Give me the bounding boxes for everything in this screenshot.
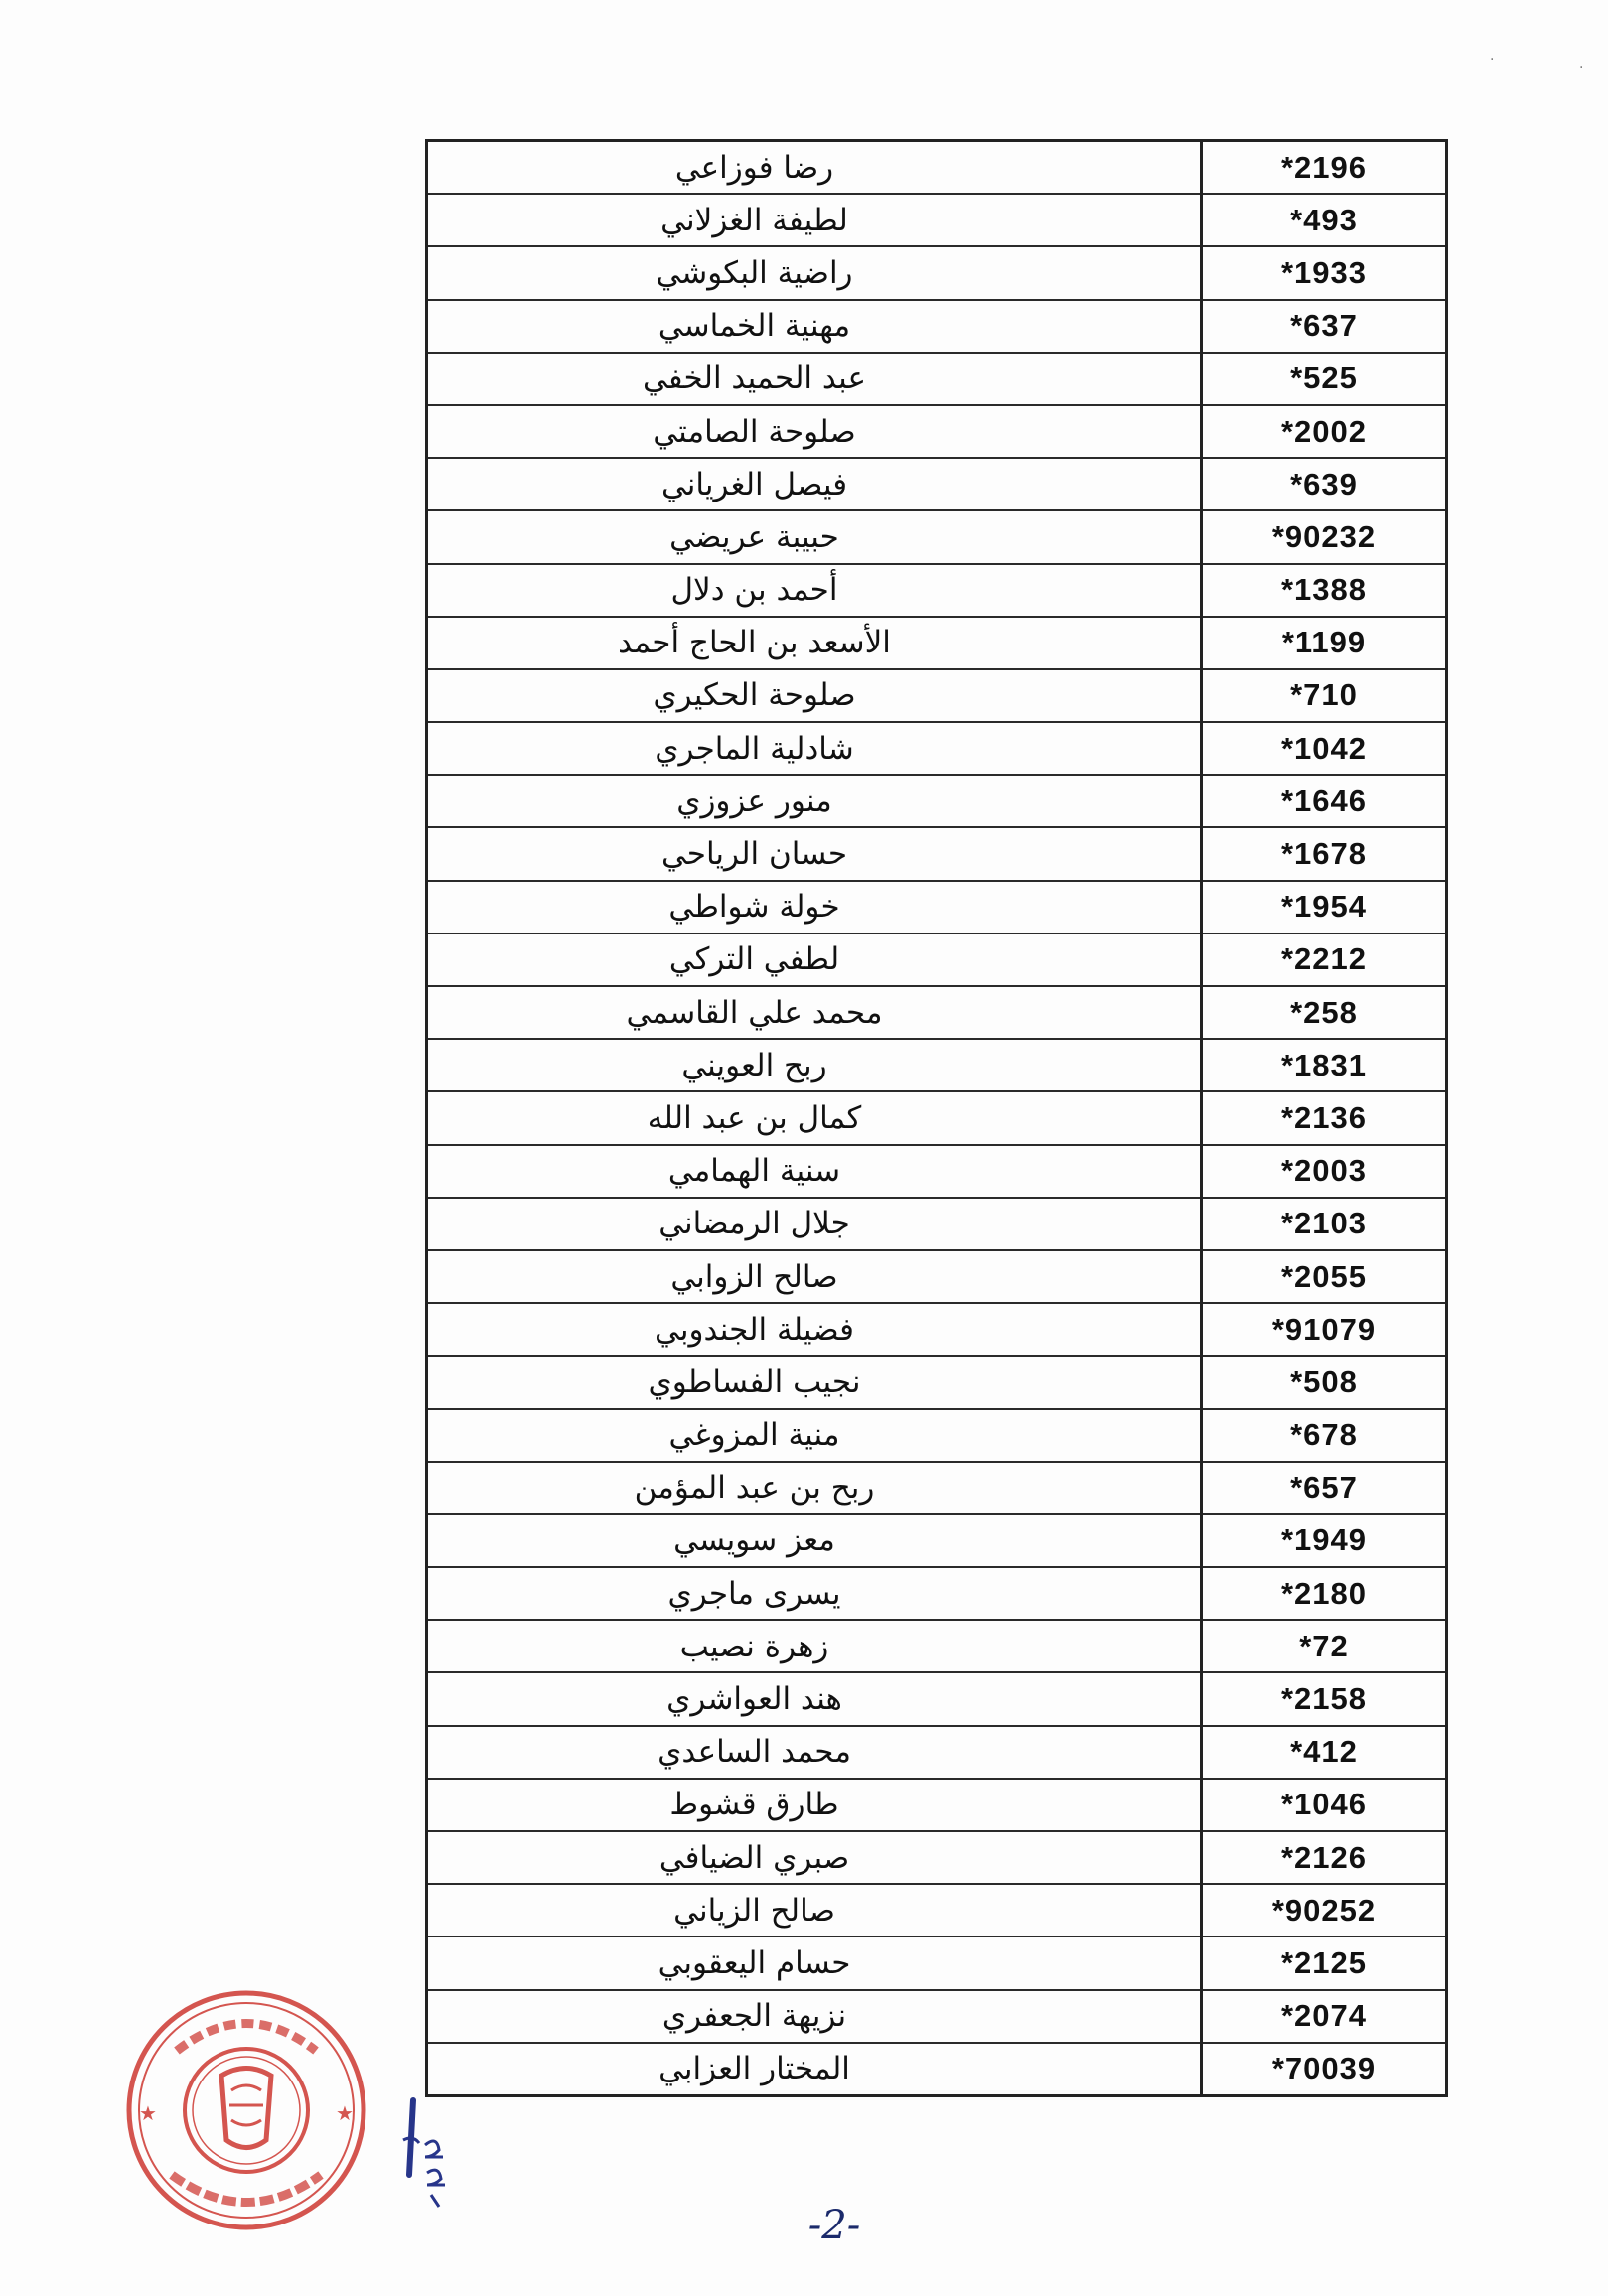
employee-code: *1949 xyxy=(1202,1514,1447,1567)
table-row xyxy=(427,775,1447,827)
svg-text:★: ★ xyxy=(336,2101,354,2125)
employee-code: *508 xyxy=(1202,1356,1447,1408)
official-seal-icon xyxy=(117,1981,375,2239)
table-row xyxy=(427,194,1447,246)
employee-name: جلال الرمضاني xyxy=(427,1198,1202,1250)
page-number: -2- xyxy=(807,2203,861,2248)
employee-name: فضيلة الجندوبي xyxy=(427,1303,1202,1356)
employee-name: سنية الهمامي xyxy=(427,1145,1202,1198)
employee-name: منية المزوغي xyxy=(427,1409,1202,1462)
table-row xyxy=(427,617,1447,669)
employee-code: *525 xyxy=(1202,353,1447,405)
employee-code: *637 xyxy=(1202,300,1447,353)
employee-code: *1646 xyxy=(1202,775,1447,827)
employee-code: *1388 xyxy=(1202,564,1447,617)
table-row xyxy=(427,1620,1447,1672)
employee-code: *90232 xyxy=(1202,510,1447,563)
table-row xyxy=(427,1937,1447,1989)
table-row xyxy=(427,458,1447,510)
employee-name: هند العواشري xyxy=(427,1672,1202,1725)
table-row xyxy=(427,1990,1447,2043)
employee-code: *2196 xyxy=(1202,141,1447,195)
table-row xyxy=(427,1145,1447,1198)
employee-name: خولة شواطي xyxy=(427,881,1202,933)
roster-body xyxy=(427,141,1447,2096)
employee-name: منور عزوزي xyxy=(427,775,1202,827)
employee-name: لطيفة الغزلاني xyxy=(427,194,1202,246)
employee-code: *2055 xyxy=(1202,1250,1447,1303)
table-row xyxy=(427,510,1447,563)
employee-name: صلوحة الصامتي xyxy=(427,405,1202,458)
table-row xyxy=(427,669,1447,722)
table-row xyxy=(427,722,1447,775)
employee-name: صبري الضيافي xyxy=(427,1831,1202,1884)
employee-name: صالح الزياني xyxy=(427,1884,1202,1937)
table-row xyxy=(427,1091,1447,1144)
table-row xyxy=(427,986,1447,1039)
employee-name: محمد علي القاسمي xyxy=(427,986,1202,1039)
employee-code: *258 xyxy=(1202,986,1447,1039)
svg-text:★: ★ xyxy=(139,2101,157,2125)
table-row xyxy=(427,1462,1447,1514)
scan-speck: · xyxy=(1490,52,1495,68)
table-row xyxy=(427,2043,1447,2096)
employee-code: *639 xyxy=(1202,458,1447,510)
employee-code: *493 xyxy=(1202,194,1447,246)
employee-name: مهنية الخماسي xyxy=(427,300,1202,353)
employee-code: *678 xyxy=(1202,1409,1447,1462)
employee-code: *657 xyxy=(1202,1462,1447,1514)
employee-code: *2125 xyxy=(1202,1937,1447,1989)
table-row xyxy=(427,1303,1447,1356)
employee-code: *1933 xyxy=(1202,246,1447,299)
employee-name: أحمد بن دلال xyxy=(427,564,1202,617)
employee-code: *710 xyxy=(1202,669,1447,722)
employee-code: *2074 xyxy=(1202,1990,1447,2043)
table-row xyxy=(427,1726,1447,1779)
table-row xyxy=(427,1198,1447,1250)
table-row xyxy=(427,827,1447,880)
employee-code: *2002 xyxy=(1202,405,1447,458)
table-row xyxy=(427,1567,1447,1620)
table-row xyxy=(427,141,1447,195)
table-row xyxy=(427,1356,1447,1408)
employee-code: *1199 xyxy=(1202,617,1447,669)
table-row xyxy=(427,1884,1447,1937)
employee-name: فيصل الغرياني xyxy=(427,458,1202,510)
employee-code: *72 xyxy=(1202,1620,1447,1672)
employee-code: *1831 xyxy=(1202,1039,1447,1091)
employee-code: *2180 xyxy=(1202,1567,1447,1620)
employee-name: حسام اليعقوبي xyxy=(427,1937,1202,1989)
employee-code: *70039 xyxy=(1202,2043,1447,2096)
table-row xyxy=(427,933,1447,986)
table-row xyxy=(427,881,1447,933)
employee-code: *2136 xyxy=(1202,1091,1447,1144)
employee-name: حسان الرياحي xyxy=(427,827,1202,880)
employee-name: المختار العزابي xyxy=(427,2043,1202,2096)
employee-code: *2158 xyxy=(1202,1672,1447,1725)
employee-name: الأسعد بن الحاج أحمد xyxy=(427,617,1202,669)
table-row xyxy=(427,353,1447,405)
table-row xyxy=(427,300,1447,353)
table-row xyxy=(427,1409,1447,1462)
employee-name: يسرى ماجري xyxy=(427,1567,1202,1620)
table-row xyxy=(427,1779,1447,1831)
employee-code: *90252 xyxy=(1202,1884,1447,1937)
employee-code: *2212 xyxy=(1202,933,1447,986)
employee-code: *2126 xyxy=(1202,1831,1447,1884)
employee-name: راضية البكوشي xyxy=(427,246,1202,299)
employee-code: *91079 xyxy=(1202,1303,1447,1356)
employee-name: محمد الساعدي xyxy=(427,1726,1202,1779)
employee-code: *1042 xyxy=(1202,722,1447,775)
employee-name: زهرة نصيب xyxy=(427,1620,1202,1672)
employee-code: *412 xyxy=(1202,1726,1447,1779)
table-row xyxy=(427,1831,1447,1884)
employee-name: نجيب الفساطوي xyxy=(427,1356,1202,1408)
employee-name: رضا فوزاعي xyxy=(427,141,1202,195)
employee-name: كمال بن عبد الله xyxy=(427,1091,1202,1144)
employee-name: حبيبة عريضي xyxy=(427,510,1202,563)
employee-code: *1678 xyxy=(1202,827,1447,880)
signature-initials-icon xyxy=(395,2095,465,2215)
employee-name: نزيهة الجعفري xyxy=(427,1990,1202,2043)
employee-name: عبد الحميد الخفي xyxy=(427,353,1202,405)
employee-code: *2103 xyxy=(1202,1198,1447,1250)
table-row xyxy=(427,1039,1447,1091)
table-row xyxy=(427,405,1447,458)
employee-code: *2003 xyxy=(1202,1145,1447,1198)
table-row xyxy=(427,246,1447,299)
table-row xyxy=(427,1514,1447,1567)
employee-name: معز سويسي xyxy=(427,1514,1202,1567)
roster-table xyxy=(425,139,1448,2097)
employee-name: صالح الزوابي xyxy=(427,1250,1202,1303)
employee-name: صلوحة الحكيري xyxy=(427,669,1202,722)
employee-name: ربح بن عبد المؤمن xyxy=(427,1462,1202,1514)
employee-name: ربح العويني xyxy=(427,1039,1202,1091)
table-row xyxy=(427,1672,1447,1725)
employee-name: شادلية الماجري xyxy=(427,722,1202,775)
table-row xyxy=(427,1250,1447,1303)
table-row xyxy=(427,564,1447,617)
employee-code: *1046 xyxy=(1202,1779,1447,1831)
employee-code: *1954 xyxy=(1202,881,1447,933)
employee-name: طارق قشوط xyxy=(427,1779,1202,1831)
employee-name: لطفي التركي xyxy=(427,933,1202,986)
scan-speck: · xyxy=(1579,60,1584,75)
